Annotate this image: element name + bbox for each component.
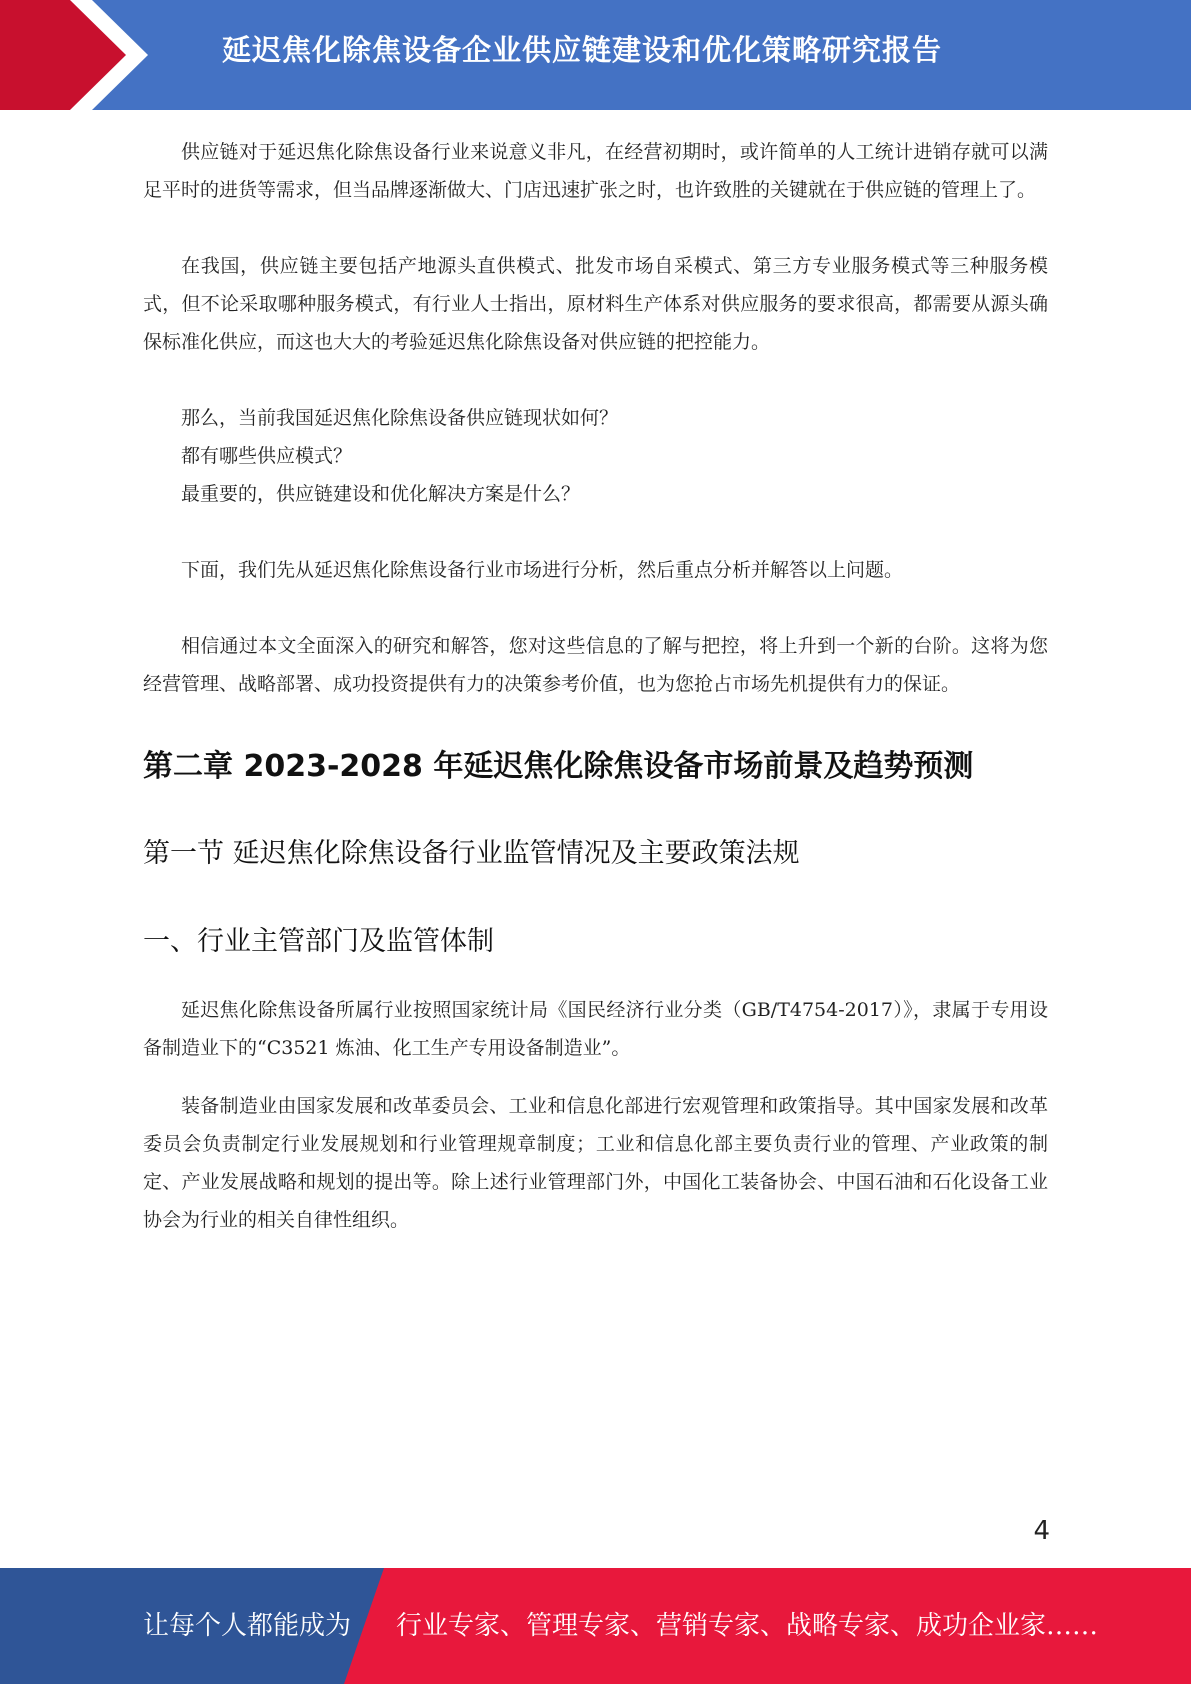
- intro-paragraph-2: 在我国，供应链主要包括产地源头直供模式、批发市场自采模式、第三方专业服务模式等三种服务模式，但不论采取哪种服务模式，有行业人士指出，原材料生产体系对供应服务的要求很高，都需要从源头确保标准化供应，而这也大大的考验延迟焦化除焦设备对供应链的把控能力。: [143, 255, 1048, 353]
- subsection-title: 一、行业主管部门及监管体制: [143, 926, 494, 957]
- page-footer: [0, 1568, 1191, 1684]
- chapter-title: 第二章 2023-2028 年延迟焦化除焦设备市场前景及趋势预测: [143, 749, 974, 784]
- regulation-paragraph-2: 装备制造业由国家发展和改革委员会、工业和信息化部进行宏观管理和政策指导。其中国家发展和改革委员会负责制定行业发展规划和行业管理规章制度；工业和信息化部主要负责行业的管理、产业政策的制定、产业发展战略和规划的提出等。除上述行业管理部门外，中国化工装备协会、中国石油和石化设备工业协会为行业的相关自律性组织。: [143, 1095, 1048, 1231]
- intro-paragraph-3: 下面，我们先从延迟焦化除焦设备行业市场进行分析，然后重点分析并解答以上问题。: [181, 559, 904, 581]
- question-1: 那么，当前我国延迟焦化除焦设备供应链现状如何？: [181, 407, 619, 429]
- page-content: [143, 133, 1048, 1239]
- question-3: 最重要的，供应链建设和优化解决方案是什么？: [181, 483, 581, 505]
- page-header: [0, 0, 1191, 110]
- footer-slogan-left: 让每个人都能成为: [143, 1611, 352, 1641]
- page-number: 4: [1033, 1516, 1050, 1546]
- intro-paragraph-1: 供应链对于延迟焦化除焦设备行业来说意义非凡，在经营初期时，或许简单的人工统计进销存就可以满足平时的进货等需求，但当品牌逐渐做大、门店迅速扩张之时，也许致胜的关键就在于供应链的管理上了。: [143, 141, 1048, 201]
- intro-paragraph-4: 相信通过本文全面深入的研究和解答，您对这些信息的了解与把控，将上升到一个新的台阶。这将为您经营管理、战略部署、成功投资提供有力的决策参考价值，也为您抢占市场先机提供有力的保证。: [143, 635, 1048, 695]
- report-title: 延迟焦化除焦设备企业供应链建设和优化策略研究报告: [222, 33, 943, 67]
- regulation-paragraph-1: 延迟焦化除焦设备所属行业按照国家统计局《国民经济行业分类（GB/T4754-2017）》，隶属于专用设备制造业下的“C3521 炼油、化工生产专用设备制造业”。: [143, 999, 1048, 1059]
- footer-slogan-right: 行业专家、管理专家、营销专家、战略专家、成功企业家……: [396, 1611, 1099, 1641]
- section-title: 第一节 延迟焦化除焦设备行业监管情况及主要政策法规: [143, 838, 800, 869]
- question-2: 都有哪些供应模式？: [181, 445, 353, 467]
